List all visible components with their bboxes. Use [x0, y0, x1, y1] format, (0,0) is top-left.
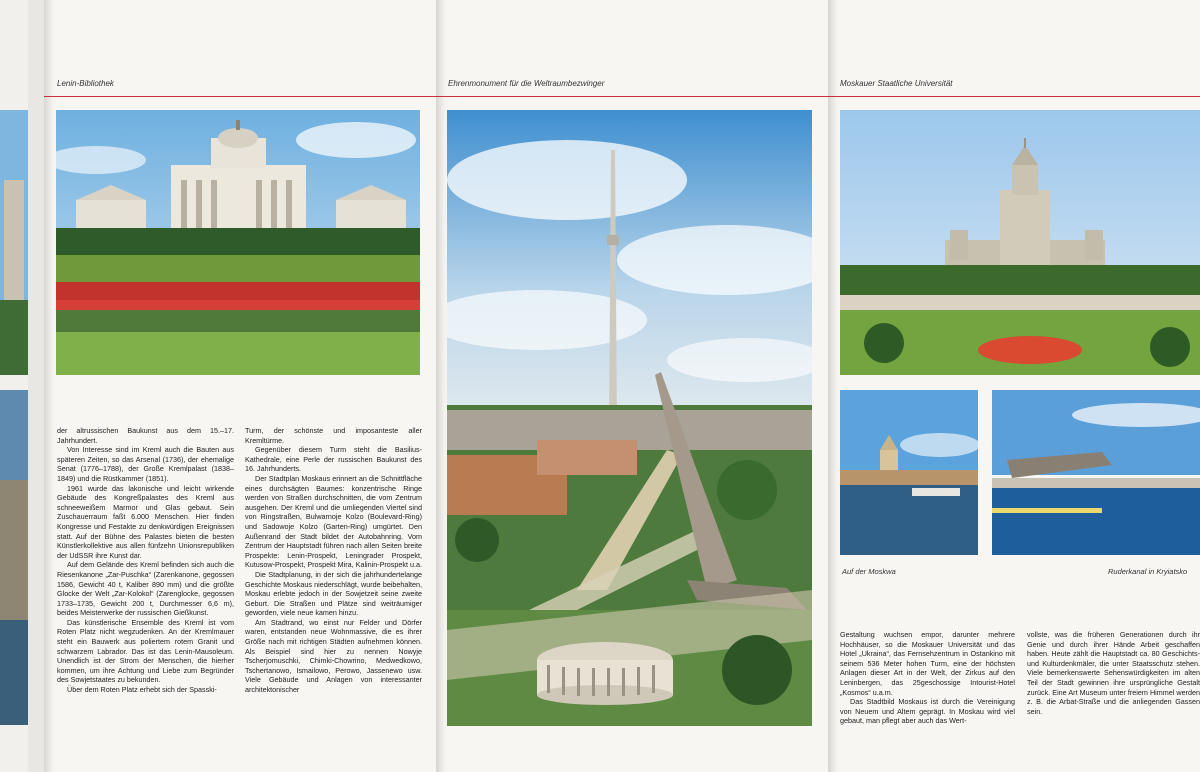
caption-moskva: Auf der Moskwa [842, 567, 896, 576]
paragraph: Auf dem Gelände des Kreml befinden sich auch die Riesenkanone „Zar-Puschka“ (Zarenkanone, gegossen 1586, Gewicht 40 t, Kaliber 890 mm) und die größte Glocke der Welt „Zar-Kolokol“ (Zarenglocke, gegossen 1733–1735, Gewicht 200 t, Durchmesser 6,6 m), beides Meisterwerke der russischen Gießkunst. [57, 560, 234, 618]
left-text-column-1 [57, 426, 234, 760]
paragraph: Gegenüber diesem Turm steht die Basilius-Kathedrale, eine Perle der russischen Baukunst des 16. Jahrhunderts. [245, 445, 422, 474]
paragraph: Von Interesse sind im Kreml auch die Bauten aus späteren Zeiten, so das Arsenal (1736), der ehemalige Senat (1776–1788), der Große Kremlpalast (1838–1849) und die Rüstkammer (1851). [57, 445, 234, 483]
moscow-university-photo [840, 110, 1200, 375]
caption-rowing-canal: Ruderkanal in Kryiatsko [1108, 567, 1188, 576]
right-text-column-1 [840, 630, 1015, 730]
paragraph: 1961 wurde das lakonische und leicht wirkende Gebäude des Kongreßpalastes des Kreml aus schneeweißem Marmor und Glas gebaut. Sein Zuschauerraum faßt 6.000 Menschen. Hier finden Kongresse und Festakte zu denkwürdigen Ereignissen statt. Auf der Bühne des Palastes bieten die besten Künstlerkollektive aus allen fünfzehn Unionsrepubliken der UdSSR ihre Kunst dar. [57, 483, 234, 560]
paragraph: Das Stadtbild Moskaus ist durch die Vereinigung von Neuem und Altem geprägt. In Moskau wird viel gebaut, man pflegt aber auch das Wert- [840, 697, 1015, 726]
space-monument-photo [447, 110, 812, 726]
header-moscow-university: Moskauer Staatliche Universität [840, 79, 953, 88]
left-text-column-2 [245, 426, 422, 760]
paragraph: Am Stadtrand, wo einst nur Felder und Dörfer waren, entstanden neue Wohnmassive, die es ihrer Größe nach mit richtigen Städten aufnehmen können. Als Beispiel sind hier zu nennen Nowyje Tscherjomuschki, Chimki-Chowrino, Medwedkowo, Tschertanowo, Ismailowo, Perowo, Jassenewo usw. Viele Gebäude und Anlagen von interessanter architektonischer [245, 617, 422, 695]
right-text-column-2 [1027, 630, 1200, 730]
paragraph: vollste, was die früheren Generationen durch ihr Genie und durch ihrer Hände Arbeit geschaffen haben. Heute zählt die Hauptstadt ca. 80 Geschichts- und Kulturdenkmäler, die unter Staatsschutz stehen. Viele bemerkenswerte Sehenswürdigkeiten im alten Teil der Stadt gewinnen ihre ursprüngliche Gestalt zurück. Eine Art Museum unter freiem Himmel werden z. B. die Arbat-Straße und die anliegenden Gassen sein. [1027, 630, 1200, 716]
paragraph: Turm, der schönste und imposanteste aller Kremltürme. [245, 426, 422, 445]
paragraph: Gestaltung wuchsen empor, darunter mehrere Hochhäuser, so die Moskauer Universität und das Hotel „Ukraina“, das Fernsehzentrum in Ostankino mit seinem 536 Meter hohen Turm, eine der höchsten Anlagen dieser Art in der Welt, der Zirkus auf den Leninbergen, das 25geschossige Intourist-Hotel „Kosmos“ u.a.m. [840, 630, 1015, 697]
header-rule-left [44, 96, 436, 97]
paragraph: Die Stadtplanung, in der sich die jahrhundertelange Geschichte Moskaus niederschlägt, wurde beibehalten, Moskau erlebte jedoch in der Sowjetzeit seine zweite Geburt. Die Straßen und Plätze sind weiträumiger geworden, viele neue kamen hinzu. [245, 569, 422, 618]
paragraph: der altrussischen Baukunst aus dem 15.–17. Jahrhundert. [57, 426, 234, 445]
paragraph: Der Stadtplan Moskaus erinnert an die Schnittfläche eines durchsägten Baumes: konzentrische Ringe werden von Straßen durchschnitten, die vom Zentrum ausgehen. Der Kreml und die umliegenden Viertel sind von Ringstraßen, Bulwarnoje Kolzo (Boulevard-Ring) und Sadowoje Kolzo (Garten-Ring) umgürtet. Den Außenrand der Stadt bildet der Autobahnring. Vom Zentrum der Hauptstadt führen nach allen Seiten breite Prospekte: Lenin-Prospekt, Leningrader Prospekt, Kutusow-Prospekt, Prospekt Mira, Kalinin-Prospekt u.a. [245, 473, 422, 570]
edge-photo-top [0, 110, 28, 375]
paragraph: Über dem Roten Platz erhebt sich der Spasski- [67, 685, 217, 695]
edge-photo-bottom [0, 390, 28, 725]
rowing-canal-photo [992, 390, 1200, 555]
lenin-library-photo [56, 110, 420, 375]
header-space-monument: Ehrenmonument für die Weltraumbezwinger [448, 79, 605, 88]
previous-page-edge [0, 0, 28, 772]
header-rule-right [828, 96, 1200, 97]
moskva-river-photo [840, 390, 978, 555]
header-lenin-library: Lenin-Bibliothek [57, 79, 114, 88]
header-rule-middle [436, 96, 828, 97]
paragraph: Das künstlerische Ensemble des Kreml ist vom Roten Platz nicht wegzudenken. An der Kremlmauer steht ein Bauwerk aus poliertem rotem Granit und schwarzem Labrador. Das ist das Lenin-Mausoleum. Unendlich ist der Strom der Menschen, die hierher kommen, um ihre Achtung und Liebe zum Begründer des Sowjetstaates zu bekunden. [57, 617, 234, 685]
